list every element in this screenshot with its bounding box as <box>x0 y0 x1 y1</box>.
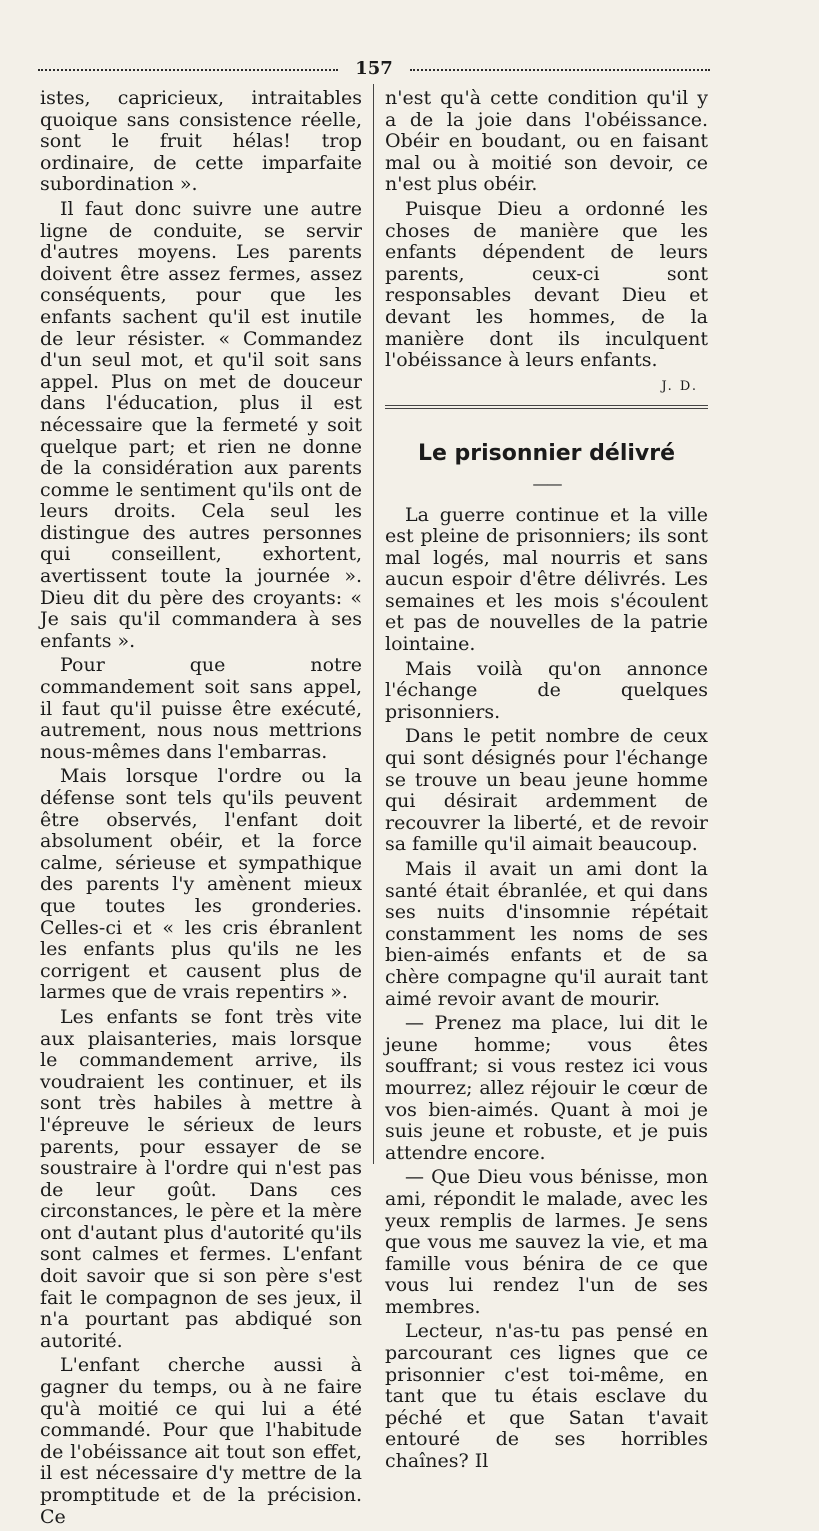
title-dash: —— <box>532 473 561 493</box>
paragraph: — Que Dieu vous bénisse, mon ami, répondit le malade, avec les yeux remplis de larmes. Je sens que vous me sauvez la vie, et ma famille vous bénira de ce que vous lui rendez l'un de ses membres. <box>385 1166 708 1318</box>
paragraph: Mais lorsque l'ordre ou la défense sont tels qu'ils peuvent être observés, l'enfant doit absolument obéir, et la force calme, sérieuse et sympathique des parents l'y amènent mieux que toutes les gronderies. Celles-ci et « les cris ébranlent les enfants plus qu'ils ne les corrigent et causent plus de larmes que de vrais repentirs ». <box>40 765 362 1004</box>
paragraph: Puisque Dieu a ordonné les choses de manière que les enfants dépendent de leurs parents, ceux-ci sont responsables devant Dieu et devant les hommes, de la manière dont ils inculquent l'obéissance à leurs enfants. <box>385 197 708 372</box>
paragraph: Mais voilà qu'on annonce l'échange de quelques prisonniers. <box>385 657 708 723</box>
paragraph: Il faut donc suivre une autre ligne de conduite, se servir d'autres moyens. Les parents doivent être assez fermes, assez conséquents, pour que les enfants sachent qu'il est inutile de leur résister. « Commandez d'un seul mot, et qu'il soit sans appel. Plus on met de douceur dans l'éducation, plus il est nécessaire que la fermeté y soit quelque part; et rien ne donne de la considération aux parents comme le sentiment qu'ils ont de leurs droits. Cela seul les distingue des autres personnes qui conseillent, exhortent, avertissent toute la journée ». Dieu dit du père des croyants: « Je sais qu'il commandera à ses enfants ». <box>40 197 362 652</box>
paragraph: Lecteur, n'as-tu pas pensé en parcourant ces lignes que ce prisonnier c'est toi-même, en tant que tu étais esclave du péché et que Satan t'avait entouré de ses horribles chaînes? Il <box>385 1320 708 1473</box>
paragraph: Dans le petit nombre de ceux qui sont désignés pour l'échange se trouve un beau jeune homme qui désirait ardemment de recouvrer la liberté, et de revoir sa famille qu'il aimait beaucoup. <box>385 725 708 856</box>
page-number: 157 <box>355 58 393 79</box>
column-divider <box>373 84 374 1164</box>
paragraph: La guerre continue et la ville est pleine de prisonniers; ils sont mal logés, mal nourris et sans aucun espoir d'être délivrés. Les semaines et les mois s'écoulent et pas de nouvelles de la patrie lointaine. <box>385 503 708 656</box>
right-column <box>385 88 708 1476</box>
left-column <box>40 88 362 1531</box>
header-rule-right <box>410 69 710 71</box>
page-header <box>38 58 710 82</box>
paragraph: Mais il avait un ami dont la santé était ébranlée, et qui dans ses nuits d'insomnie répétait constamment les noms de ses bien-aimés enfants et de sa chère compagne qu'il aurait tant aimé revoir avant de mourir. <box>385 858 708 1010</box>
paragraph: — Prenez ma place, lui dit le jeune homme; vous êtes souffrant; si vous restez ici vous mourrez; allez réjouir le cœur de vos bien-aimés. Quant à moi je suis jeune et robuste, et je puis attendre encore. <box>385 1012 708 1164</box>
author-signature: J. D. <box>661 378 698 394</box>
paragraph: Les enfants se font très vite aux plaisanteries, mais lorsque le commandement arrive, ils voudraient les continuer, et ils sont très habiles à mettre à l'épreuve le sérieux de leurs parents, pour essayer de se soustraire à l'ordre qui n'est pas de leur goût. Dans ces circonstances, le père et la mère ont d'autant plus d'autorité qu'ils sont calmes et fermes. L'enfant doit savoir que si son père s'est fait le compagnon de ses jeux, il n'a pourtant pas abdiqué son autorité. <box>40 1005 362 1352</box>
article-title: Le prisonnier délivré <box>417 441 676 467</box>
paragraph: istes, capricieux, intraitables quoique sans consistence réelle, sont le fruit hélas! trop ordinaire, de cette imparfaite subordination ». <box>40 87 362 196</box>
paragraph: n'est qu'à cette condition qu'il y a de la joie dans l'obéissance. Obéir en boudant, ou en faisant mal ou à moitié son devoir, ce n'est plus obéir. <box>385 87 708 196</box>
article-separator <box>385 405 708 409</box>
paragraph: L'enfant cherche aussi à gagner du temps, ou à ne faire qu'à moitié ce qui lui a été commandé. Pour que l'habitude de l'obéissance ait tout son effet, il est nécessaire d'y mettre de la promptitude et de la précision. Ce <box>40 1354 362 1528</box>
paragraph: Pour que notre commandement soit sans appel, il faut qu'il puisse être exécuté, autrement, nous nous mettrions nous-mêmes dans l'embarras. <box>40 654 362 763</box>
